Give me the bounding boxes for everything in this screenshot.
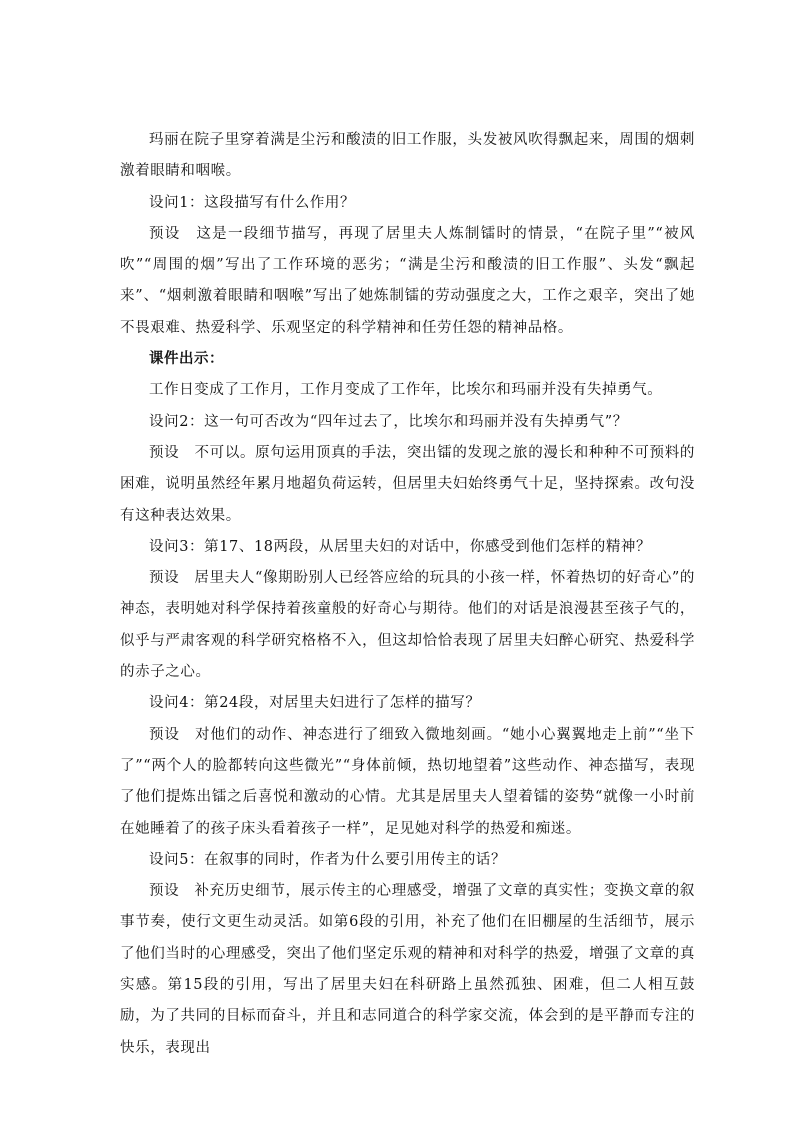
answer-5: 预设 补充历史细节，展示传主的心理感受，增强了文章的真实性；变换文章的叙事节奏，使行文更生动灵活。如第6段的引用，补充了他们在旧棚屋的生活细节，展示了他们当时的心理感受，突出了他们坚定乐观的精神和对科学的热爱，增强了文章的真实感。第15段的引用，写出了居里夫妇在科研路上虽然孤独、困难，但二人相互鼓励，为了共同的目标而奋斗，并且和志同道合的科学家交流，体会到的是平静而专注的快乐，表现出: [120, 883, 695, 1056]
document-body: [120, 125, 695, 1064]
question-4: 设问4：第24段，对居里夫妇进行了怎样的描写？: [149, 695, 481, 712]
courseware-heading: 课件出示：: [149, 351, 224, 368]
courseware-quote: 工作日变成了工作月，工作月变成了工作年，比埃尔和玛丽并没有失掉勇气。: [149, 382, 663, 399]
answer-3: 预设 居里夫人“像期盼别人已经答应给的玩具的小孩一样，怀着热切的好奇心”的神态，表明她对科学保持着孩童般的好奇心与期待。他们的对话是浪漫甚至孩子气的，似乎与严肃客观的科学研究格格不入，但这却恰恰表现了居里夫妇醉心研究、热爱科学的赤子之心。: [120, 570, 695, 681]
question-1: 设问1：这段描写有什么作用？: [149, 194, 356, 211]
answer-1: 预设 这是一段细节描写，再现了居里夫人炼制镭时的情景，“在院子里”“被风吹”“周围的烟”写出了工作环境的恶劣；“满是尘污和酸渍的旧工作服”、头发“飘起来”、“烟刺激着眼睛和咽喉”写出了她炼制镭的劳动强度之大，工作之艰辛，突出了她不畏艰难、热爱科学、乐观坚定的科学精神和任劳任怨的精神品格。: [120, 225, 695, 336]
paragraph-description: 玛丽在院子里穿着满是尘污和酸渍的旧工作服，头发被风吹得飘起来，周围的烟刺激着眼睛和咽喉。: [120, 132, 695, 180]
question-3: 设问3：第17、18两段，从居里夫妇的对话中，你感受到他们怎样的精神？: [149, 538, 652, 555]
question-5: 设问5：在叙事的同时，作者为什么要引用传主的话？: [149, 851, 507, 868]
answer-2: 预设 不可以。原句运用顶真的手法，突出镭的发现之旅的漫长和种种不可预料的困难，说明虽然经年累月地超负荷运转，但居里夫妇始终勇气十足，坚持探索。改句没有这种表达效果。: [120, 444, 695, 524]
question-2: 设问2：这一句可否改为“四年过去了，比埃尔和玛丽并没有失掉勇气”？: [149, 413, 628, 430]
answer-4: 预设 对他们的动作、神态进行了细致入微地刻画。“她小心翼翼地走上前”“坐下了”“两个人的脸都转向这些微光”“身体前倾，热切地望着”这些动作、神态描写，表现了他们提炼出镭之后喜悦和激动的心情。尤其是居里夫人望着镭的姿势“就像一小时前在她睡着了的孩子床头看着孩子一样”，足见她对科学的热爱和痴迷。: [120, 726, 695, 837]
